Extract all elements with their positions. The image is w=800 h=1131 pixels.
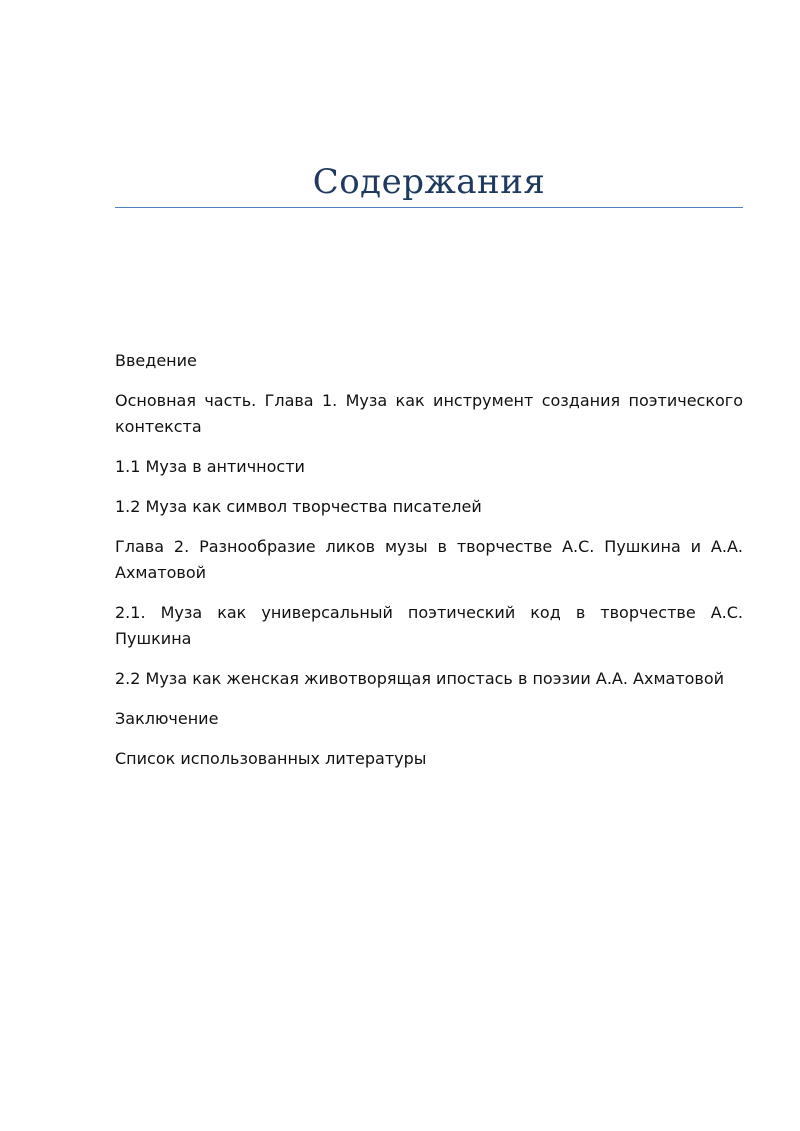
title-underline xyxy=(115,207,743,208)
toc-entry-section-2-1: 2.1. Муза как универсальный поэтический код в творчестве А.С. Пушкина xyxy=(115,603,743,648)
toc-entry-section-1-2: 1.2 Муза как символ творчества писателей xyxy=(115,497,482,516)
page-title: Содержания xyxy=(312,162,546,202)
toc-entry-main-part-chapter-1: Основная часть. Глава 1. Муза как инструмент создания поэтического контекста xyxy=(115,391,743,436)
toc-entry-section-2-2: 2.2 Муза как женская животворящая ипостась в поэзии А.А. Ахматовой xyxy=(115,669,725,688)
toc-entry-chapter-2: Глава 2. Разнообразие ликов музы в творчестве А.С. Пушкина и А.А. Ахматовой xyxy=(115,537,743,582)
toc-entry-introduction: Введение xyxy=(115,351,197,370)
toc-entry-conclusion: Заключение xyxy=(115,709,219,728)
toc-entry-bibliography: Список использованных литературы xyxy=(115,749,427,768)
table-of-contents xyxy=(115,348,743,786)
toc-entry-section-1-1: 1.1 Муза в античности xyxy=(115,457,305,476)
